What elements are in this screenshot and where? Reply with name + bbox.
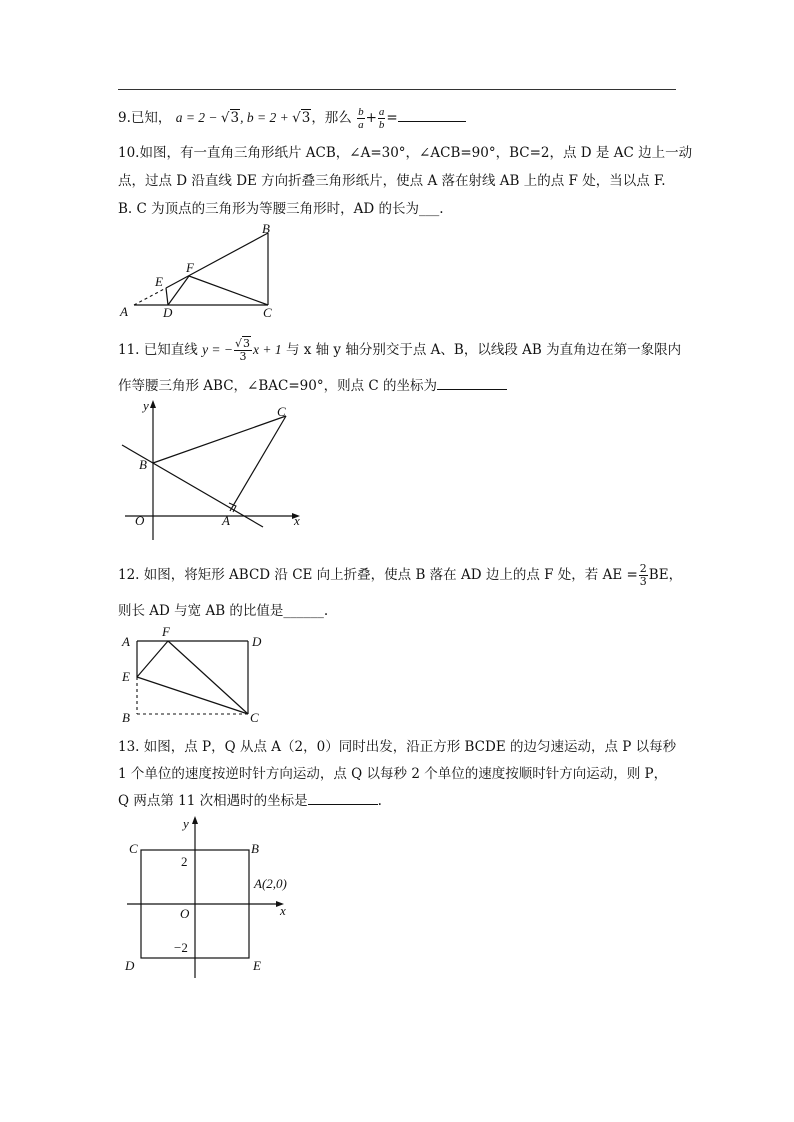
q11-fraction: $\frac{√3}{3}$ xyxy=(235,337,251,363)
q10-label-F: F xyxy=(186,260,194,275)
q11-label-A: A xyxy=(222,513,230,528)
q11-rest: 与 x 轴 y 轴分别交于点 A、B，以线段 AB 为直角边在第一象限内 xyxy=(281,342,682,358)
q11-prefix: 11. 已知直线 xyxy=(118,342,203,358)
q11-line-2-text: 作等腰三角形 ABC，∠BAC=90°，则点 C 的坐标为 xyxy=(118,378,438,394)
q11-label-y: y xyxy=(143,398,149,413)
q13-line-2: 1 个单位的速度按逆时针方向运动，点 Q 以每秒 2 个单位的速度按顺时针方向运动，则 P， xyxy=(118,766,668,782)
q11-segment-BC xyxy=(153,416,286,463)
q11-y-eq: y = − xyxy=(202,342,234,357)
q9-equals: = xyxy=(386,110,398,126)
q9-number: 9. xyxy=(118,110,131,126)
q12-segment-EF xyxy=(137,641,168,677)
q11-y-arrow xyxy=(150,400,156,408)
q13-label-O: O xyxy=(180,906,190,921)
q10-line-1: 10.如图，有一直角三角形纸片 ACB，∠A=30°，∠ACB=90°，BC=2，点 D 是 AC 边上一动 xyxy=(118,145,693,161)
q11-label-B: B xyxy=(139,457,147,472)
q13-line-3-text: Q 两点第 11 次相遇时的坐标是 xyxy=(118,793,308,809)
q13-answer-blank xyxy=(308,792,378,805)
q9-fraction-1: $\frac{b}{a}$ xyxy=(358,106,364,131)
q11-line-2 xyxy=(118,376,507,396)
q11-answer-blank xyxy=(437,377,507,390)
q13-label-A: A(2,0) xyxy=(254,876,287,891)
q13-label-E: E xyxy=(253,958,261,973)
q13-period: . xyxy=(377,793,382,809)
q13-label-C: C xyxy=(129,841,138,856)
q10-segment-ED xyxy=(166,288,168,305)
q13-label-x: x xyxy=(280,903,286,918)
q13-y-arrow xyxy=(192,816,198,824)
q9-intro: 已知， xyxy=(130,110,172,126)
q13-label-y: y xyxy=(183,816,189,831)
q13-line-3 xyxy=(118,791,382,811)
q12-label-B: B xyxy=(122,710,130,725)
q12-label-D: D xyxy=(252,634,262,649)
q11-label-O: O xyxy=(135,513,145,528)
q12-label-E: E xyxy=(122,669,130,684)
q10-segment-EB xyxy=(166,233,268,288)
q12-segment-EC xyxy=(137,677,248,714)
q9-sqrt-b: 3 xyxy=(301,110,311,126)
q10-label-B: B xyxy=(262,221,270,236)
q12-fraction: $\frac{2}{3}$ xyxy=(639,562,647,588)
q12-after-frac: BE， xyxy=(648,567,683,583)
q12-line-1 xyxy=(118,563,682,588)
q12-line-2: 则长 AD 与宽 AB 的比值是______. xyxy=(118,603,329,619)
q10-dashed-AE xyxy=(134,288,166,305)
q10-label-A: A xyxy=(120,304,128,319)
q9-then: ，那么 xyxy=(311,110,352,126)
q11-line-1 xyxy=(118,338,681,363)
q10-line-2: 点，过点 D 沿直线 DE 方向折叠三角形纸片，使点 A 落在射线 AB 上的点 F 处，当以点 F. xyxy=(118,173,666,189)
q13-tick-neg2: −2 xyxy=(174,940,188,955)
q10-line-3: B. C 为顶点的三角形为等腰三角形时，AD 的长为___. xyxy=(118,201,444,217)
q12-line-1-text: 12. 如图，将矩形 ABCD 沿 CE 向上折叠，使点 B 落在 AD 边上的点 F 处，若 AE = xyxy=(118,567,638,583)
q13-label-D: D xyxy=(125,958,135,973)
q13-tick-2: 2 xyxy=(181,854,188,869)
q11-label-C: C xyxy=(277,404,286,419)
q12-segment-FC xyxy=(168,641,248,714)
q10-label-C: C xyxy=(263,305,272,320)
q11-post-frac: x + 1 xyxy=(253,342,282,357)
q10-segment-DF xyxy=(168,276,189,305)
q12-label-F: F xyxy=(162,624,170,639)
q13-label-B: B xyxy=(251,841,259,856)
q12-label-A: A xyxy=(122,634,130,649)
q9-sqrt-a: 3 xyxy=(230,110,240,126)
q13-line-1: 13. 如图，点 P，Q 从点 A（2，0）同时出发，沿正方形 BCDE 的边匀速运动，点 P 以每秒 xyxy=(118,739,677,755)
q9-a-expr: a = 2 − xyxy=(175,110,221,125)
q9-fraction-2: $\frac{a}{b}$ xyxy=(378,106,385,131)
q10-label-D: D xyxy=(163,305,173,320)
q11-segment-CA xyxy=(230,416,286,511)
q11-label-x: x xyxy=(294,513,300,528)
question-9: 9.已知， a = 2 − √3, b = 2 + √3，那么 $\frac{b}{a}$ + $\frac{a}{b}$ = xyxy=(118,106,466,131)
q10-label-E: E xyxy=(155,274,163,289)
q9-b-expr: , b = 2 + xyxy=(240,110,293,125)
q9-plus: + xyxy=(365,110,377,126)
q12-label-C: C xyxy=(250,710,259,725)
q10-segment-FC xyxy=(189,276,268,305)
